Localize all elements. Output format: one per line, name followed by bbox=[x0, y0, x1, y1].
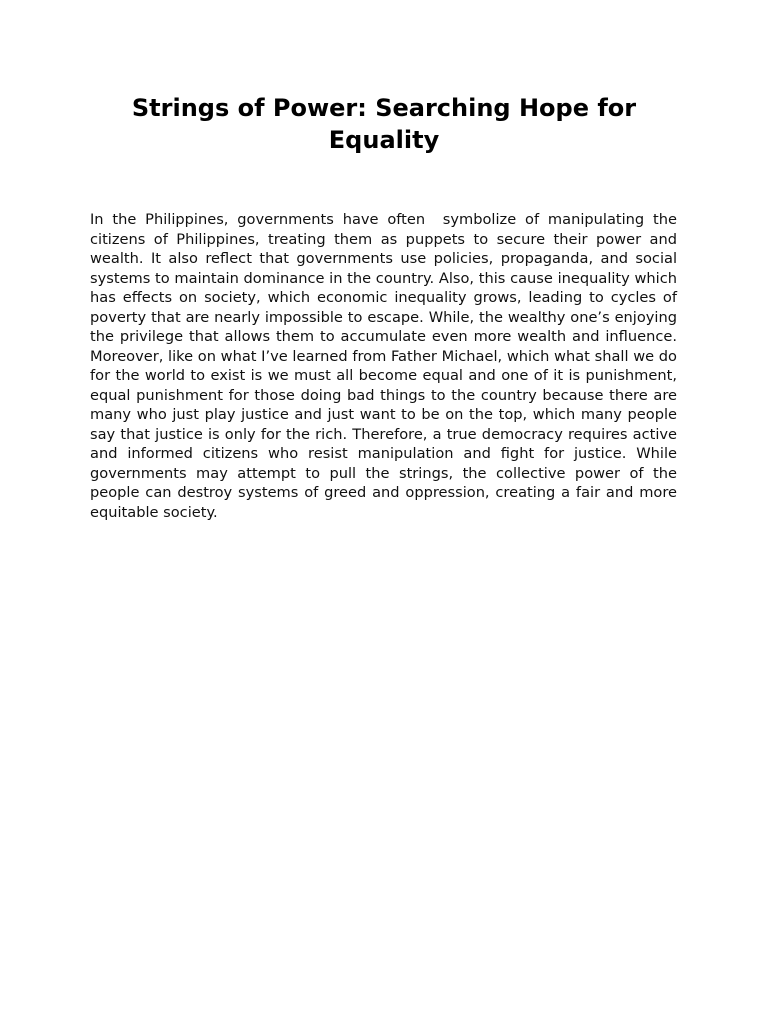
document-title: Strings of Power: Searching Hope for Equality bbox=[131, 94, 637, 154]
document-body-paragraph: In the Philippines, governments have often symbolize of manipulating the citizens of Philippines, treating them as puppets to secure their power and wealth. It also reflect that governments use policies, propaganda, and social systems to maintain dominance in the country. Also, this cause inequality which has effects on society, which economic inequality grows, leading to cycles of poverty that are nearly impossible to escape. While, the wealthy one’s enjoying the privilege that allows them to accumulate even more wealth and influence. Moreover, like on what I’ve learned from Father Michael, which what shall we do for the world to exist is we must all become equal and one of it is punishment, equal punishment for those doing bad things to the country because there are many who just play justice and just want to be on the top, which many people say that justice is only for the rich. Therefore, a true democracy requires active and informed citizens who resist manipulation and fight for justice. While governments may attempt to pull the strings, the collective power of the people can destroy systems of greed and oppression, creating a fair and more equitable society. bbox=[90, 211, 682, 521]
